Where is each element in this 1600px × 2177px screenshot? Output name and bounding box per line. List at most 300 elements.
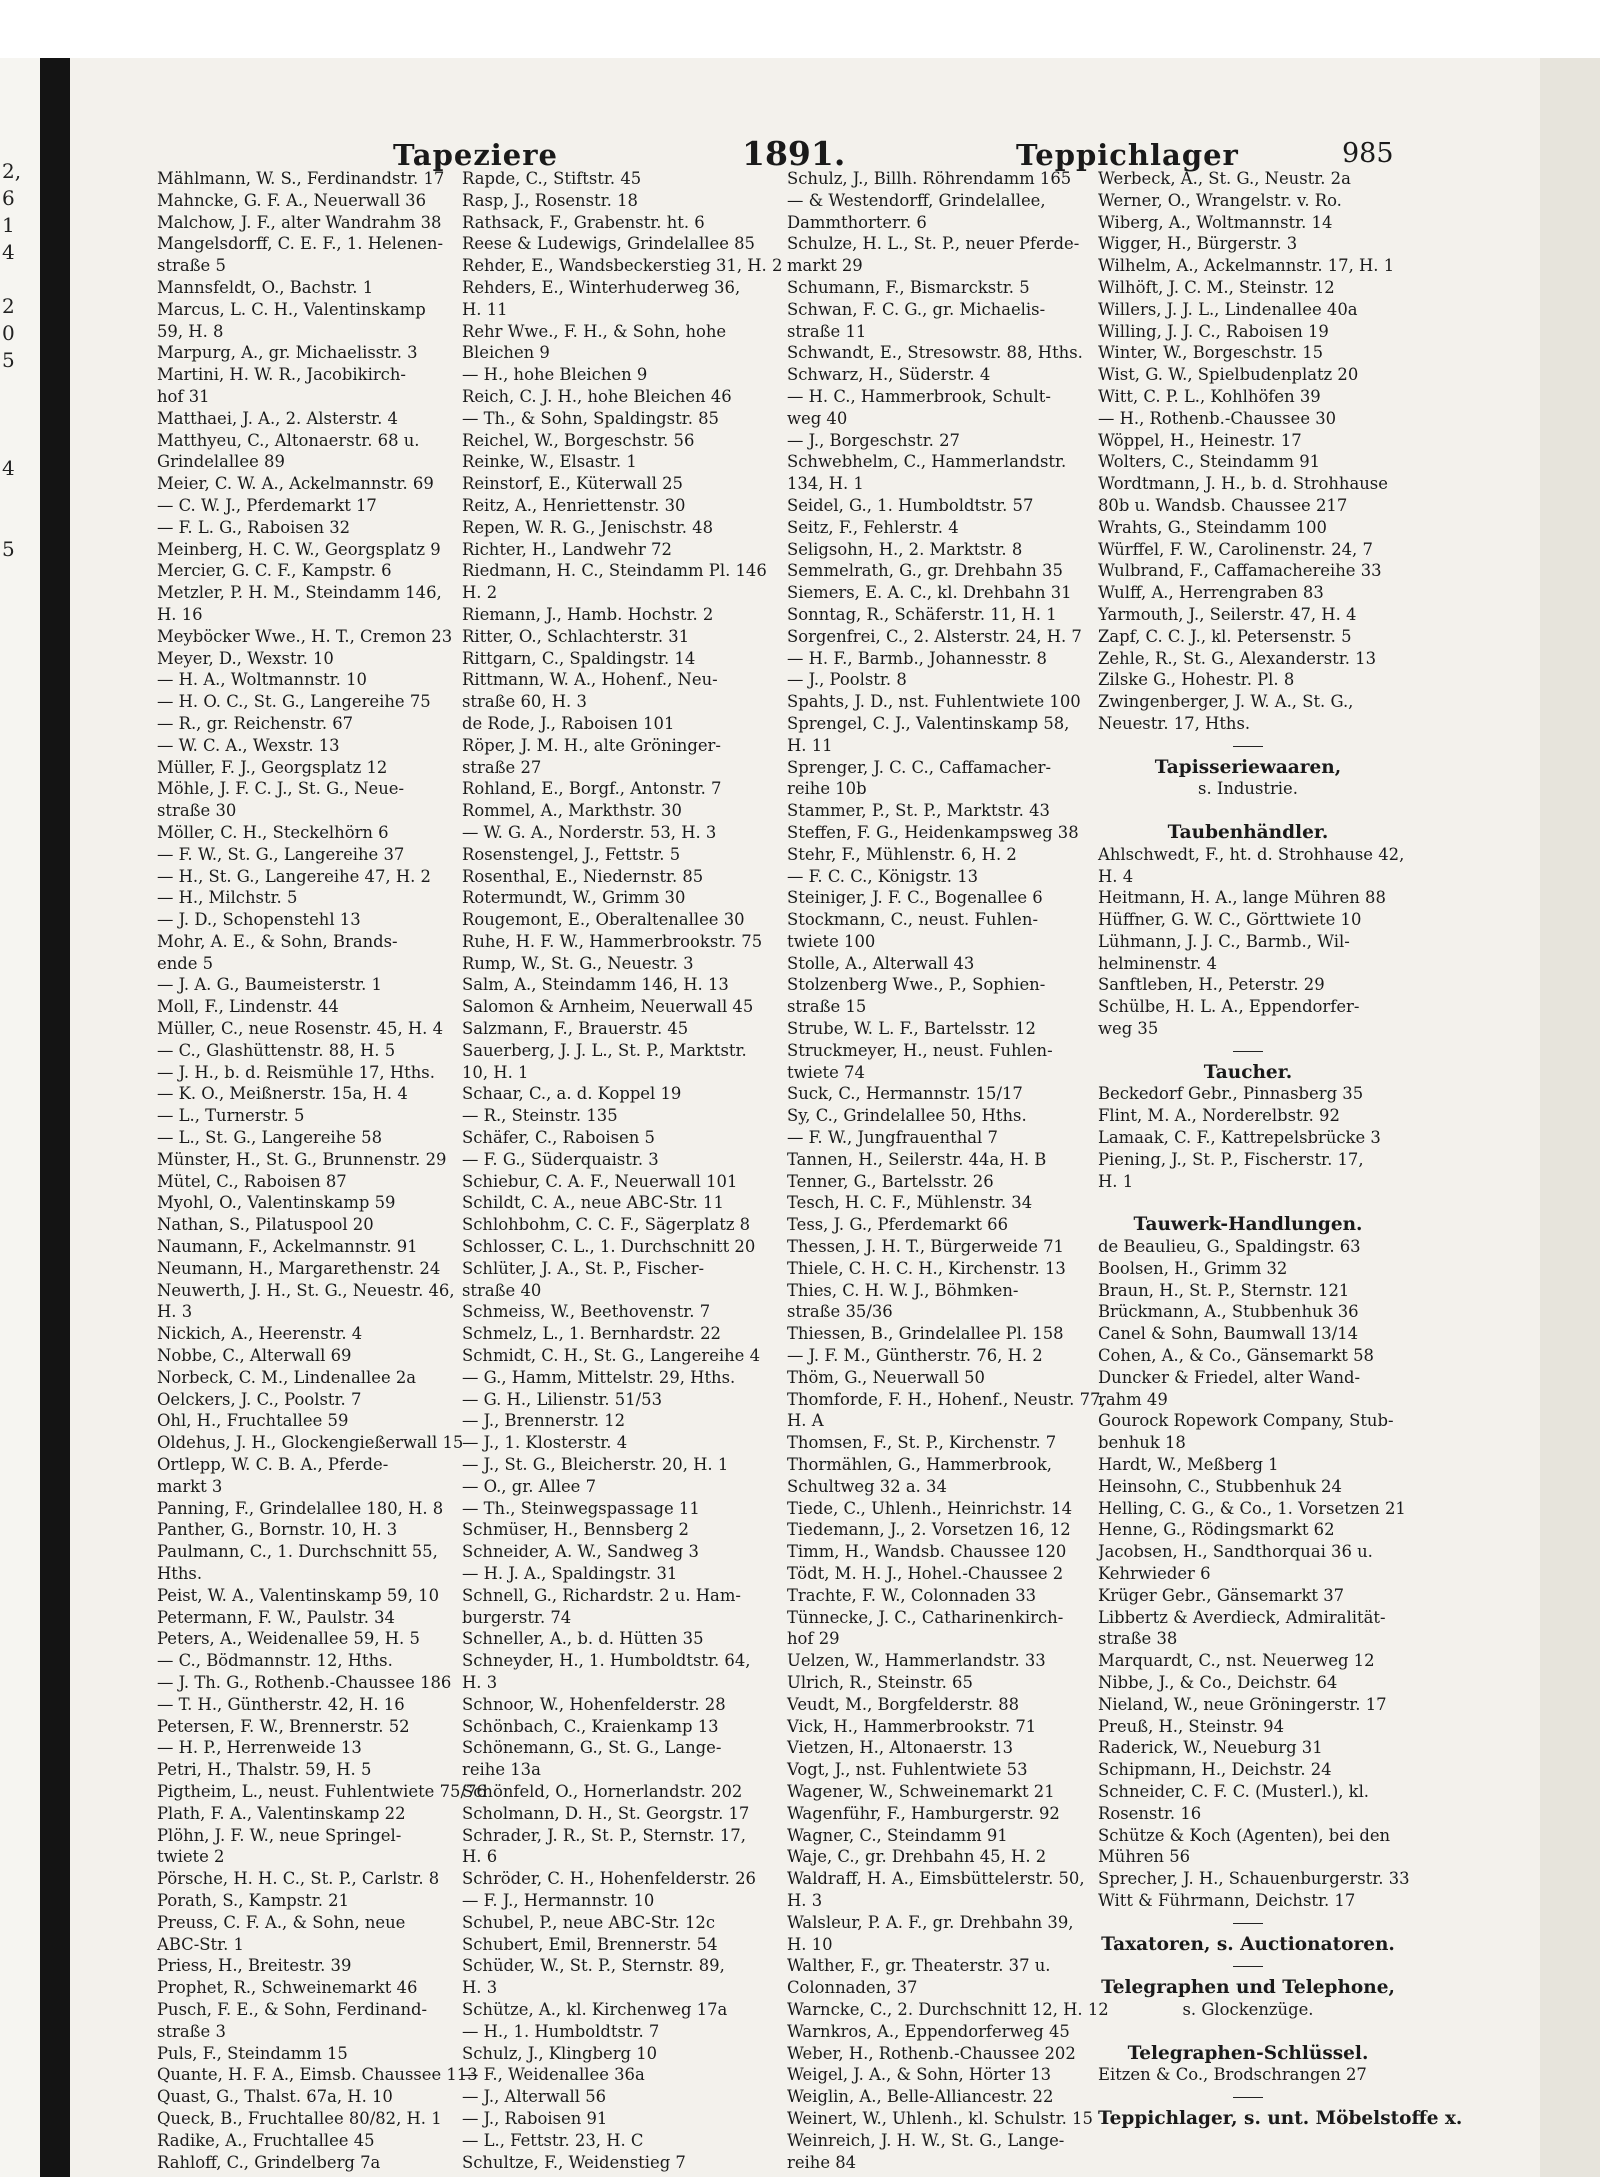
directory-entry: Wöppel, H., Heinestr. 17 (1098, 430, 1302, 450)
directory-entry: Mannsfeldt, O., Bachstr. 1 (157, 277, 374, 297)
directory-entry: Queck, B., Fruchtallee 80/82, H. 1 (157, 2108, 442, 2128)
directory-entry: Wrahts, G., Steindamm 100 (1098, 517, 1327, 537)
directory-entry: Schmidt, C. H., St. G., Langereihe 4 (462, 1346, 760, 1366)
directory-entry: Pörsche, H. H. C., St. P., Carlstr. 8 (157, 1869, 440, 1889)
directory-entry: Stammer, P., St. P., Marktstr. 43 (787, 801, 1050, 821)
left-page-fragment: 4 (2, 240, 15, 264)
directory-entry: — R., Steinstr. 135 (462, 1106, 618, 1126)
directory-entry: — H., hohe Bleichen 9 (462, 365, 648, 385)
directory-entry: Canel & Sohn, Baumwall 13/14 (1098, 1324, 1359, 1344)
directory-entry: Walsleur, P. A. F., gr. Drehbahn 39, (787, 1912, 1074, 1932)
top-margin-left (0, 0, 40, 58)
section-heading: Teppichlager, s. unt. Möbelstoffe x. (1098, 2107, 1463, 2129)
cross-reference: s. Industrie. (1198, 779, 1298, 799)
directory-entry: Müller, F. J., Georgsplatz 12 (157, 757, 388, 777)
directory-entry: Thormählen, G., Hammerbrook, (787, 1455, 1053, 1475)
directory-entry: Zilske G., Hohestr. Pl. 8 (1098, 670, 1295, 690)
directory-entry: Schultweg 32 a. 34 (787, 1476, 947, 1496)
directory-entry: Preuss, C. F. A., & Sohn, neue (157, 1912, 406, 1932)
directory-entry: Naumann, F., Ackelmannstr. 91 (157, 1237, 418, 1257)
directory-entry: Ahlschwedt, F., ht. d. Strohhause 42, (1098, 844, 1405, 864)
directory-entry: Rehr Wwe., F. H., & Sohn, hohe (462, 321, 727, 341)
directory-entry: Müller, C., neue Rosenstr. 45, H. 4 (157, 1019, 444, 1039)
directory-entry: Wilhelm, A., Ackelmannstr. 17, H. 1 (1098, 256, 1395, 276)
directory-entry: — H., 1. Humboldtstr. 7 (462, 2021, 660, 2041)
directory-entry: Schlohbohm, C. C. F., Sägerplatz 8 (462, 1215, 751, 1235)
directory-entry: Quast, G., Thalst. 67a, H. 10 (157, 2087, 393, 2107)
left-page-fragment (2, 428, 38, 455)
directory-entry: Rathsack, F., Grabenstr. ht. 6 (462, 212, 705, 232)
left-page-fragments (2, 158, 38, 833)
directory-entry: Richter, H., Landwehr 72 (462, 539, 672, 559)
left-page-fragment: 2, (2, 159, 22, 183)
directory-entry: twiete 2 (157, 1847, 225, 1867)
directory-entry: Rasp, J., Rosenstr. 18 (462, 190, 638, 210)
directory-entry: Quante, H. F. A., Eimsb. Chaussee 113 (157, 2065, 478, 2085)
directory-entry: Schumann, F., Bismarckstr. 5 (787, 277, 1030, 297)
directory-entry: Panther, G., Bornstr. 10, H. 3 (157, 1520, 398, 1540)
directory-entry: Schrader, J. R., St. P., Sternstr. 17, (462, 1825, 746, 1845)
directory-entry: Schäfer, C., Raboisen 5 (462, 1128, 655, 1148)
spacer (1098, 800, 1398, 822)
directory-entry: Mühren 56 (1098, 1847, 1191, 1867)
directory-entry: Witt, C. P. L., Kohlhöfen 39 (1098, 386, 1321, 406)
directory-entry: H. 4 (1098, 866, 1134, 886)
directory-entry: Mählmann, W. S., Ferdinandstr. 17 (157, 169, 445, 188)
directory-entry: Brückmann, A., Stubbenhuk 36 (1098, 1302, 1359, 1322)
directory-entry: — C., Bödmannstr. 12, Hths. (157, 1651, 393, 1671)
left-page-fragment (2, 725, 38, 752)
directory-entry: Wagener, W., Schweinemarkt 21 (787, 1781, 1055, 1801)
directory-entry: Wigger, H., Bürgerstr. 3 (1098, 234, 1298, 254)
directory-entry: Hüffner, G. W. C., Görttwiete 10 (1098, 910, 1362, 930)
directory-entry: — J., Poolstr. 8 (787, 670, 907, 690)
directory-entry: Thöm, G., Neuerwall 50 (787, 1367, 985, 1387)
directory-entry: Thomforde, F. H., Hohenf., Neustr. 77, (787, 1389, 1106, 1409)
directory-entry: — O., gr. Allee 7 (462, 1476, 597, 1496)
directory-entry: — C. W. J., Pferdemarkt 17 (157, 495, 377, 515)
directory-entry: Pusch, F. E., & Sohn, Ferdinand- (157, 1999, 428, 2019)
directory-entry: Ulrich, R., Steinstr. 65 (787, 1672, 973, 1692)
left-page-fragment: 5 (2, 348, 15, 372)
directory-entry: — J., Raboisen 91 (462, 2108, 608, 2128)
section-heading: Telegraphen-Schlüssel. (1127, 2042, 1369, 2064)
directory-entry: Pigtheim, L., neust. Fuhlentwiete 75/76 (157, 1781, 487, 1801)
directory-entry: rahm 49 (1098, 1389, 1168, 1409)
directory-entry: Rittgarn, C., Spaldingstr. 14 (462, 648, 696, 668)
directory-entry: Schönfeld, O., Hornerlandstr. 202 (462, 1781, 743, 1801)
directory-entry: Marcus, L. C. H., Valentinskamp (157, 299, 426, 319)
directory-entry: Plath, F. A., Valentinskamp 22 (157, 1803, 406, 1823)
directory-entry: weg 40 (787, 408, 848, 428)
left-page-fragment: 1 (2, 213, 15, 237)
cross-reference: s. Glockenzüge. (1182, 1999, 1314, 2019)
directory-entry: — K. O., Meißnerstr. 15a, H. 4 (157, 1084, 408, 1104)
directory-entry: Henne, G., Rödingsmarkt 62 (1098, 1520, 1335, 1540)
directory-entry: markt 29 (787, 256, 863, 276)
section-divider (1098, 1040, 1398, 1062)
directory-entry: Gourock Ropework Company, Stub- (1098, 1411, 1394, 1431)
directory-entry: Suck, C., Hermannstr. 15/17 (787, 1084, 1023, 1104)
directory-entry: Schülbe, H. L. A., Eppendorfer- (1098, 997, 1360, 1017)
directory-entry: Möller, C. H., Steckelhörn 6 (157, 822, 389, 842)
directory-entry: — J., 1. Klosterstr. 4 (462, 1433, 628, 1453)
directory-entry: hof 31 (157, 386, 210, 406)
directory-entry: Salzmann, F., Brauerstr. 45 (462, 1019, 689, 1039)
directory-entry: Tiedemann, J., 2. Vorsetzen 16, 12 (787, 1520, 1071, 1540)
spacer (1098, 1192, 1398, 1214)
directory-entry: Uelzen, W., Hammerlandstr. 33 (787, 1651, 1046, 1671)
directory-entry: H. 3 (157, 1302, 193, 1322)
directory-entry: Seidel, G., 1. Humboldtstr. 57 (787, 495, 1034, 515)
directory-entry: — H. P., Herrenweide 13 (157, 1738, 362, 1758)
directory-entry: Vietzen, H., Altonaerstr. 13 (787, 1738, 1014, 1758)
directory-entry: Rapde, C., Stiftstr. 45 (462, 169, 642, 188)
directory-entry: Reinke, W., Elsastr. 1 (462, 452, 637, 472)
section-heading: Taxatoren, s. Auctionatoren. (1101, 1933, 1395, 1955)
directory-entry: Sorgenfrei, C., 2. Alsterstr. 24, H. 7 (787, 626, 1082, 646)
directory-entry: straße 40 (462, 1280, 542, 1300)
directory-entry: Oelckers, J. C., Poolstr. 7 (157, 1389, 362, 1409)
directory-entry: Meier, C. W. A., Ackelmannstr. 69 (157, 474, 434, 494)
section-divider (1098, 735, 1398, 757)
directory-entry: Preuß, H., Steinstr. 94 (1098, 1716, 1285, 1736)
directory-entry: Boolsen, H., Grimm 32 (1098, 1258, 1288, 1278)
directory-entry: Mütel, C., Raboisen 87 (157, 1171, 347, 1191)
column-2 (462, 168, 782, 2173)
directory-entry: — J., Alterwall 56 (462, 2087, 607, 2107)
directory-entry: — R., gr. Reichenstr. 67 (157, 713, 354, 733)
directory-entry: Scholmann, D. H., St. Georgstr. 17 (462, 1803, 750, 1823)
directory-entry: Meyböcker Wwe., H. T., Cremon 23 (157, 626, 453, 646)
directory-entry: Schönbach, C., Kraienkamp 13 (462, 1716, 719, 1736)
directory-entry: — J. H., b. d. Reismühle 17, Hths. (157, 1062, 435, 1082)
directory-entry: — L., Turnerstr. 5 (157, 1106, 305, 1126)
directory-entry: Myohl, O., Valentinskamp 59 (157, 1193, 396, 1213)
directory-entry: Libbertz & Averdieck, Admiralität- (1098, 1607, 1386, 1627)
directory-entry: Salm, A., Steindamm 146, H. 13 (462, 975, 729, 995)
directory-entry: Witt & Führmann, Deichstr. 17 (1098, 1890, 1356, 1910)
directory-entry: — J. A. G., Baumeisterstr. 1 (157, 975, 382, 995)
directory-entry: Warnkros, A., Eppendorferweg 45 (787, 2021, 1070, 2041)
page-number: 985 (1342, 138, 1394, 169)
directory-entry: Tünnecke, J. C., Catharinenkirch- (787, 1607, 1064, 1627)
directory-entry: 80b u. Wandsb. Chaussee 217 (1098, 495, 1348, 515)
directory-entry: Rehders, E., Winterhuderweg 36, (462, 277, 741, 297)
directory-entry: H. 3 (462, 1672, 498, 1692)
directory-entry: — F., Weidenallee 36a (462, 2065, 645, 2085)
directory-entry: Schmelz, L., 1. Bernhardstr. 22 (462, 1324, 721, 1344)
directory-entry: Schwandt, E., Stresowstr. 88, Hths. (787, 343, 1083, 363)
directory-entry: H. 6 (462, 1847, 498, 1867)
directory-entry: Mahncke, G. F. A., Neuerwall 36 (157, 190, 427, 210)
directory-entry: Schildt, C. A., neue ABC-Str. 11 (462, 1193, 724, 1213)
directory-entry: — J. F. M., Güntherstr. 76, H. 2 (787, 1346, 1043, 1366)
directory-entry: Vick, H., Hammerbrookstr. 71 (787, 1716, 1037, 1736)
directory-entry: Yarmouth, J., Seilerstr. 47, H. 4 (1098, 604, 1357, 624)
directory-entry: Raderick, W., Neueburg 31 (1098, 1738, 1323, 1758)
directory-entry: straße 15 (787, 997, 867, 1017)
directory-entry: Wiberg, A., Woltmannstr. 14 (1098, 212, 1333, 232)
directory-entry: Prophet, R., Schweinemarkt 46 (157, 1978, 418, 1998)
directory-entry: Hths. (157, 1564, 203, 1583)
column-3 (787, 168, 1109, 2173)
directory-entry: Petermann, F. W., Paulstr. 34 (157, 1607, 395, 1627)
directory-entry: Schüder, W., St. P., Sternstr. 89, (462, 1956, 725, 1976)
directory-entry: Ohl, H., Fruchtallee 59 (157, 1411, 349, 1431)
left-page-fragment (2, 671, 38, 698)
header-left-keyword: Tapeziere (393, 138, 558, 172)
directory-entry: straße 3 (157, 2021, 226, 2041)
directory-entry: Waje, C., gr. Drehbahn 45, H. 2 (787, 1847, 1047, 1867)
directory-entry: Rotermundt, W., Grimm 30 (462, 888, 686, 908)
left-page-fragment: 4 (2, 456, 15, 480)
directory-entry: Schulze, H. L., St. P., neuer Pferde- (787, 234, 1080, 254)
directory-entry: Rommel, A., Markthstr. 30 (462, 801, 682, 821)
directory-entry: Weinert, W., Uhlenh., kl. Schulstr. 15 (787, 2108, 1093, 2128)
directory-entry: Siemers, E. A. C., kl. Drehbahn 31 (787, 583, 1072, 603)
header-right-keyword: Teppichlager (1016, 138, 1239, 172)
directory-entry: Grindelallee 89 (157, 452, 285, 472)
directory-entry: Piening, J., St. P., Fischerstr. 17, (1098, 1149, 1364, 1169)
directory-entry: Rohland, E., Borgf., Antonstr. 7 (462, 779, 722, 799)
directory-entry: — & Westendorff, Grindelallee, (787, 190, 1046, 210)
directory-entry: ende 5 (157, 953, 214, 973)
directory-entry: straße 30 (157, 801, 237, 821)
directory-entry: Reese & Ludewigs, Grindelallee 85 (462, 234, 755, 254)
directory-entry: de Beaulieu, G., Spaldingstr. 63 (1098, 1237, 1361, 1257)
directory-entry: H. A (787, 1411, 824, 1431)
directory-entry: Weber, H., Rothenb.-Chaussee 202 (787, 2043, 1076, 2063)
directory-entry: H. 11 (462, 299, 508, 319)
left-page-fragment: 6 (2, 186, 15, 210)
directory-entry: straße 5 (157, 256, 226, 276)
directory-entry: Petersen, F. W., Brennerstr. 52 (157, 1716, 410, 1736)
directory-entry: Radike, A., Fruchtallee 45 (157, 2130, 375, 2150)
directory-entry: Petri, H., Thalstr. 59, H. 5 (157, 1760, 372, 1780)
directory-entry: Repen, W. R. G., Jenischstr. 48 (462, 517, 714, 537)
directory-entry: Steiniger, J. F. C., Bogenallee 6 (787, 888, 1043, 908)
directory-entry: Malchow, J. F., alter Wandrahm 38 (157, 212, 442, 232)
directory-entry: Schipmann, H., Deichstr. 24 (1098, 1760, 1332, 1780)
directory-entry: H. 11 (787, 735, 833, 755)
directory-entry: Schönemann, G., St. G., Lange- (462, 1738, 722, 1758)
directory-entry: Weinreich, J. H. W., St. G., Lange- (787, 2130, 1065, 2150)
directory-entry: Walther, F., gr. Theaterstr. 37 u. (787, 1956, 1051, 1976)
directory-entry: Priess, H., Breitestr. 39 (157, 1956, 352, 1976)
directory-entry: Ortlepp, W. C. B. A., Pferde- (157, 1455, 389, 1475)
directory-entry: Matthaei, J. A., 2. Alsterstr. 4 (157, 408, 398, 428)
directory-entry: Schütze & Koch (Agenten), bei den (1098, 1825, 1391, 1845)
directory-entry: Stolzenberg Wwe., P., Sophien- (787, 975, 1046, 995)
directory-entry: H. 3 (787, 1890, 823, 1910)
book-spine (40, 58, 70, 2177)
directory-entry: H. 3 (462, 1978, 498, 1998)
left-page-fragment (2, 752, 38, 779)
directory-entry: Vogt, J., nst. Fuhlentwiete 53 (787, 1760, 1028, 1780)
directory-entry: H. 10 (787, 1934, 833, 1954)
directory-entry: straße 11 (787, 321, 867, 341)
directory-entry: Mercier, G. C. F., Kampstr. 6 (157, 561, 392, 581)
left-page-fragment (2, 374, 38, 401)
directory-entry: Sprecher, J. H., Schauenburgerstr. 33 (1098, 1869, 1410, 1889)
directory-entry: Reich, C. J. H., hohe Bleichen 46 (462, 386, 732, 406)
directory-entry: — J., St. G., Bleicherstr. 20, H. 1 (462, 1455, 729, 1475)
directory-entry: — G. H., Lilienstr. 51/53 (462, 1389, 663, 1409)
directory-entry: Zwingenberger, J. W. A., St. G., (1098, 692, 1354, 712)
directory-entry: Nibbe, J., & Co., Deichstr. 64 (1098, 1672, 1338, 1692)
directory-entry: Schwebhelm, C., Hammerlandstr. (787, 452, 1067, 472)
directory-entry: Norbeck, C. M., Lindenallee 2a (157, 1367, 417, 1387)
directory-entry: Dammthorterr. 6 (787, 212, 927, 232)
directory-entry: Wilhöft, J. C. M., Steinstr. 12 (1098, 277, 1335, 297)
directory-entry: H. 2 (462, 583, 498, 603)
directory-entry: Rougemont, E., Oberaltenallee 30 (462, 910, 745, 930)
directory-entry: Reichel, W., Borgeschstr. 56 (462, 430, 695, 450)
directory-entry: Seitz, F., Fehlerstr. 4 (787, 517, 959, 537)
directory-entry: — J., Borgeschstr. 27 (787, 430, 960, 450)
directory-entry: Semmelrath, G., gr. Drehbahn 35 (787, 561, 1063, 581)
directory-entry: Rump, W., St. G., Neuestr. 3 (462, 953, 694, 973)
left-page-fragment (2, 401, 38, 428)
directory-entry: Helling, C. G., & Co., 1. Vorsetzen 21 (1098, 1498, 1406, 1518)
directory-entry: Schlosser, C. L., 1. Durchschnitt 20 (462, 1237, 756, 1257)
directory-entry: Plöhn, J. F. W., neue Springel- (157, 1825, 402, 1845)
directory-entry: Warncke, C., 2. Durchschnitt 12, H. 12 (787, 1999, 1109, 2019)
directory-entry: reihe 13a (462, 1760, 541, 1780)
directory-entry: Kehrwieder 6 (1098, 1564, 1211, 1583)
directory-entry: Heinsohn, C., Stubbenhuk 24 (1098, 1476, 1342, 1496)
directory-entry: Cohen, A., & Co., Gänsemarkt 58 (1098, 1346, 1374, 1366)
directory-entry: — H., Milchstr. 5 (157, 888, 298, 908)
directory-entry: Puls, F., Steindamm 15 (157, 2043, 348, 2063)
directory-entry: Würffel, F. W., Carolinenstr. 24, 7 (1098, 539, 1373, 559)
directory-entry: Panning, F., Grindelallee 180, H. 8 (157, 1498, 444, 1518)
directory-entry: 59, H. 8 (157, 321, 224, 341)
directory-entry: Wolters, C., Steindamm 91 (1098, 452, 1321, 472)
directory-entry: — J. Th. G., Rothenb.-Chaussee 186 (157, 1672, 452, 1692)
directory-entry: Duncker & Friedel, alter Wand- (1098, 1367, 1361, 1387)
directory-entry: Mangelsdorff, C. E. F., 1. Helenen- (157, 234, 443, 254)
directory-entry: Colonnaden, 37 (787, 1978, 918, 1998)
page-gutter (1540, 58, 1600, 2177)
directory-entry: Schütze, A., kl. Kirchenweg 17a (462, 1999, 728, 2019)
directory-entry: Thiessen, B., Grindelallee Pl. 158 (787, 1324, 1064, 1344)
directory-entry: — H. C., Hammerbrook, Schult- (787, 386, 1051, 406)
directory-entry: Sy, C., Grindelallee 50, Hths. (787, 1106, 1027, 1126)
directory-entry: Schubel, P., neue ABC-Str. 12c (462, 1912, 716, 1932)
directory-entry: Meyer, D., Wexstr. 10 (157, 648, 334, 668)
section-divider (1098, 1955, 1398, 1977)
directory-entry: Ritter, O., Schlachterstr. 31 (462, 626, 690, 646)
directory-entry: Moll, F., Lindenstr. 44 (157, 997, 339, 1017)
directory-entry: Salomon & Arnheim, Neuerwall 45 (462, 997, 754, 1017)
left-page-fragment (2, 509, 38, 536)
directory-entry: Schneider, C. F. C. (Musterl.), kl. (1098, 1781, 1370, 1801)
directory-entry: Trachte, F. W., Colonnaden 33 (787, 1585, 1037, 1605)
left-page-fragment (2, 590, 38, 617)
directory-entry: Seligsohn, H., 2. Marktstr. 8 (787, 539, 1023, 559)
section-heading: Taucher. (1203, 1061, 1293, 1083)
left-page-fragment (2, 563, 38, 590)
directory-entry: Schultze, F., Weidenstieg 7 (462, 2152, 686, 2172)
section-heading: Telegraphen und Telephone, (1101, 1977, 1395, 1999)
directory-entry: Schröder, C. H., Hohenfelderstr. 26 (462, 1869, 756, 1889)
directory-entry: Rittmann, W. A., Hohenf., Neu- (462, 670, 718, 690)
directory-entry: Wulbrand, F., Caffamachereihe 33 (1098, 561, 1382, 581)
directory-entry: Mohr, A. E., & Sohn, Brands- (157, 931, 398, 951)
directory-entry: Marquardt, C., nst. Neuerweg 12 (1098, 1651, 1375, 1671)
directory-entry: benhuk 18 (1098, 1433, 1186, 1453)
directory-entry: Struckmeyer, H., neust. Fuhlen- (787, 1040, 1053, 1060)
directory-entry: Strube, W. L. F., Bartelsstr. 12 (787, 1019, 1036, 1039)
directory-entry: Schulz, J., Billh. Röhrendamm 165 (787, 169, 1072, 188)
section-heading: Taubenhändler. (1167, 821, 1329, 843)
directory-entry: Krüger Gebr., Gänsemarkt 37 (1098, 1585, 1345, 1605)
directory-entry: helminenstr. 4 (1098, 953, 1217, 973)
directory-entry: Zapf, C. C. J., kl. Petersenstr. 5 (1098, 626, 1352, 646)
directory-entry: straße 38 (1098, 1629, 1178, 1649)
directory-entry: twiete 74 (787, 1062, 865, 1082)
directory-entry: — H., Rothenb.-Chaussee 30 (1098, 408, 1337, 428)
directory-entry: Schneyder, H., 1. Humboldtstr. 64, (462, 1651, 751, 1671)
directory-entry: Thies, C. H. W. J., Böhmken- (787, 1280, 1019, 1300)
directory-entry: reihe 84 (787, 2152, 857, 2172)
left-page-fragment (2, 266, 38, 293)
directory-entry: — T. H., Güntherstr. 42, H. 16 (157, 1694, 405, 1714)
directory-entry: Rahloff, C., Grindelberg 7a (157, 2152, 381, 2172)
directory-entry: Heitmann, H. A., lange Mühren 88 (1098, 888, 1386, 908)
directory-entry: H. 16 (157, 604, 203, 624)
directory-entry: Jacobsen, H., Sandthorquai 36 u. (1098, 1542, 1373, 1562)
directory-entry: Rehder, E., Wandsbeckerstieg 31, H. 2 (462, 256, 783, 276)
directory-entry: Tödt, M. H. J., Hohel.-Chaussee 2 (787, 1564, 1064, 1583)
directory-entry: Möhle, J. F. C. J., St. G., Neue- (157, 779, 405, 799)
directory-entry: ABC-Str. 1 (157, 1934, 244, 1954)
directory-entry: Neuestr. 17, Hths. (1098, 713, 1251, 733)
directory-entry: Porath, S., Kampstr. 21 (157, 1890, 350, 1910)
directory-entry: Tesch, H. C. F., Mühlenstr. 34 (787, 1193, 1033, 1213)
left-page-fragment (2, 482, 38, 509)
directory-entry: Rosenthal, E., Niedernstr. 85 (462, 866, 704, 886)
directory-entry: — H., St. G., Langereihe 47, H. 2 (157, 866, 431, 886)
directory-entry: Braun, H., St. P., Sternstr. 121 (1098, 1280, 1350, 1300)
directory-entry: Röper, J. M. H., alte Gröninger- (462, 735, 721, 755)
directory-entry: Weiglin, A., Belle-Alliancestr. 22 (787, 2087, 1054, 2107)
left-page-fragment: 0 (2, 321, 15, 345)
directory-entry: Tenner, G., Bartelsstr. 26 (787, 1171, 994, 1191)
directory-entry: Werbeck, A., St. G., Neustr. 2a (1098, 169, 1351, 188)
directory-entry: Sanftleben, H., Peterstr. 29 (1098, 975, 1325, 995)
directory-entry: Weigel, J. A., & Sohn, Hörter 13 (787, 2065, 1052, 2085)
directory-entry: 10, H. 1 (462, 1062, 529, 1082)
directory-entry: Spahts, J. D., nst. Fuhlentwiete 100 (787, 692, 1081, 712)
directory-entry: Schubert, Emil, Brennerstr. 54 (462, 1934, 718, 1954)
directory-entry: Peist, W. A., Valentinskamp 59, 10 (157, 1585, 439, 1605)
directory-entry: Eitzen & Co., Brodschrangen 27 (1098, 2065, 1367, 2085)
directory-entry: Tannen, H., Seilerstr. 44a, H. B (787, 1149, 1047, 1169)
left-page-fragment (2, 779, 38, 806)
directory-entry: markt 3 (157, 1476, 223, 1496)
directory-entry: Rosenstr. 16 (1098, 1803, 1202, 1823)
directory-entry: Willing, J. J. C., Raboisen 19 (1098, 321, 1329, 341)
directory-entry: — Th., Steinwegspassage 11 (462, 1498, 700, 1518)
section-heading: Tauwerk-Handlungen. (1133, 1214, 1363, 1236)
directory-entry: Veudt, M., Borgfelderstr. 88 (787, 1694, 1020, 1714)
directory-entry: Sauerberg, J. J. L., St. P., Marktstr. (462, 1040, 747, 1060)
directory-entry: Schmeiss, W., Beethovenstr. 7 (462, 1302, 711, 1322)
directory-entry: Wagner, C., Steindamm 91 (787, 1825, 1008, 1845)
